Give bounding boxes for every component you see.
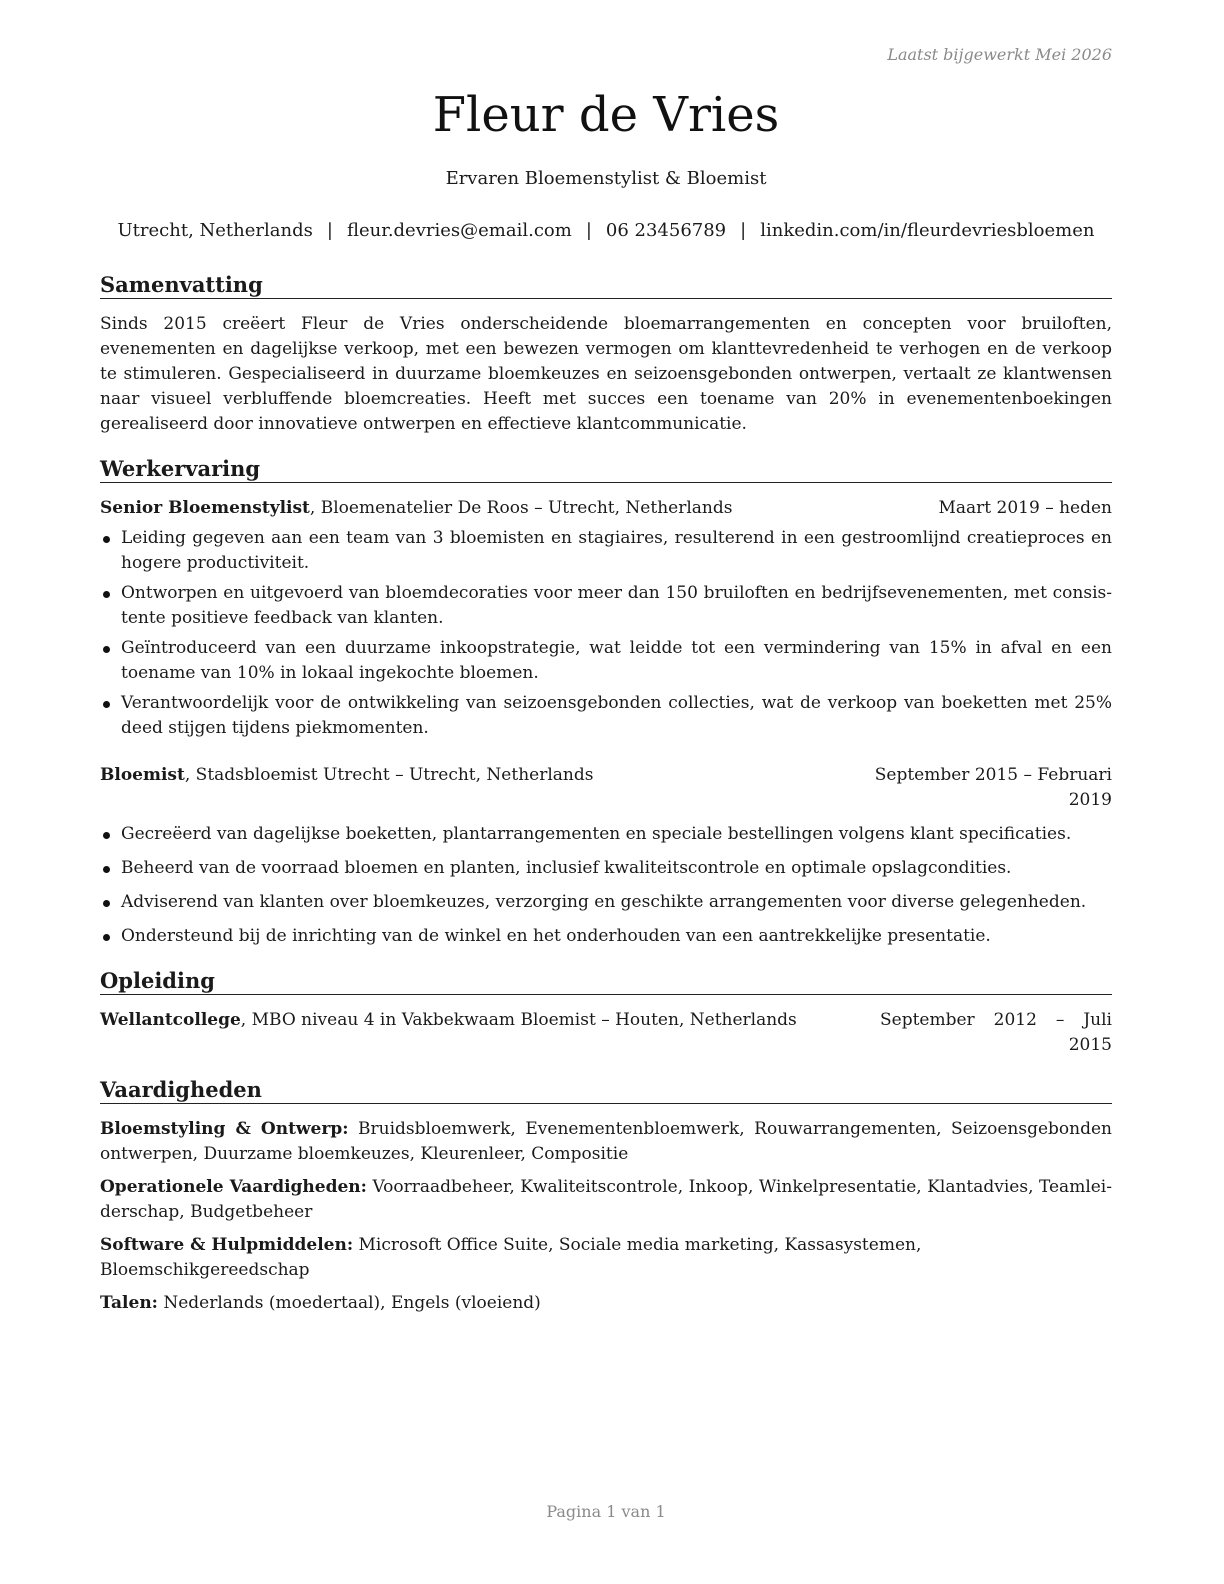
skill-group xyxy=(100,1117,1112,1167)
list-item: Beheerd van de voorraad bloemen en planten, inclusief kwaliteitscontrole en optimale opslagcondities. xyxy=(100,856,1112,881)
job-dates: September 2015 – Februari 2019 xyxy=(874,765,1112,811)
job-role: Senior Bloemenstylist xyxy=(100,498,310,519)
list-item: Leiding gegeven aan een team van 3 bloemisten en stagiaires, resulterend in een gestroomlijnd creatieproces en hogere productiviteit. xyxy=(100,526,1112,576)
skill-group xyxy=(100,1291,1112,1316)
contact-phone: 06 23456789 xyxy=(605,220,727,241)
contact-line xyxy=(100,220,1112,241)
job-role: Bloemist xyxy=(100,765,185,786)
section-title-education: Opleiding xyxy=(100,968,1112,995)
list-item: Geïntroduceerd van een duurzame inkoopstrategie, wat leidde tot een vermindering van 15% in afval en een toename van 10% in lokaal ingekochte bloemen. xyxy=(100,636,1112,686)
candidate-title: Ervaren Bloemenstylist & Bloemist xyxy=(445,168,767,189)
list-item: Gecreëerd van dagelijkse boeketten, plantarrangementen en speciale bestellingen volgens klant specificaties. xyxy=(100,822,1112,847)
resume-page xyxy=(100,0,1112,1584)
skill-group xyxy=(100,1175,1112,1225)
contact-linkedin[interactable]: linkedin.com/in/fleurdevriesbloemen xyxy=(760,220,1095,241)
skills-section xyxy=(100,1077,1112,1316)
skill-group-label: Talen: xyxy=(100,1293,158,1314)
section-title-summary: Samenvatting xyxy=(100,272,1112,299)
page-number: Pagina 1 van 1 xyxy=(546,1502,666,1521)
experience-section xyxy=(100,456,1112,949)
last-updated: Laatst bijgewerkt Mei 2026 xyxy=(887,45,1112,64)
summary-text: Sinds 2015 creëert Fleur de Vries onderscheidende bloemarrangementen en concepten voor bruiloften, evenementen en dagelijkse verkoop, met een bewezen vermogen om klanttevredenheid te verhogen en de verkoop te stimuleren. Gespecialiseerd in duurzame bloemkeuzes en seizoensgebonden ontwerpen, vertaalt ze klantwensen naar visueel verbluffende bloemcreaties. Heeft met succes een toename van 20% in evenementenboekingen gerealiseerd door innovatieve ontwerpen en effectieve klantcommunicatie. xyxy=(100,314,1112,435)
contact-separator: | xyxy=(585,220,592,241)
section-title-skills: Vaardigheden xyxy=(100,1077,1112,1104)
skill-group-items: Bruidsbloemwerk, Evenementenbloemwerk, Rouwarrangementen, Seizoensgebonden ontwerpen, Duurzame bloemkeuzes, Kleurenleer, Compositie xyxy=(100,1119,1112,1165)
skill-group-items: Microsoft Office Suite, Sociale media marketing, Kassasystemen, Bloemschikgereedschap xyxy=(100,1235,922,1281)
skill-group-label: Bloemstyling & Ontwerp: xyxy=(100,1119,349,1140)
contact-separator: | xyxy=(740,220,747,241)
skill-group-label: Software & Hulpmiddelen: xyxy=(100,1235,354,1256)
education-dates: September 2012 – Juli 2015 xyxy=(880,1010,1112,1056)
list-item: Ondersteund bij de inrichting van de winkel en het onderhouden van een aantrekkelijke presentatie. xyxy=(100,924,1112,949)
experience-header xyxy=(100,763,1112,813)
experience-entry xyxy=(100,496,1112,741)
list-item: Verantwoordelijk voor de ontwikkeling van seizoensgebonden collecties, wat de verkoop van boeketten met 25% deed stijgen tijdens piekmomenten. xyxy=(100,691,1112,741)
job-bullets xyxy=(100,822,1112,949)
contact-location: Utrecht, Netherlands xyxy=(117,220,313,241)
skill-group-items: Nederlands (moedertaal), Engels (vloeiend) xyxy=(163,1293,541,1314)
job-bullets xyxy=(100,526,1112,741)
skill-group-label: Operationele Vaardigheden: xyxy=(100,1177,367,1198)
skill-group-items: Voorraadbeheer, Kwaliteitscontrole, Inkoop, Winkelpresentatie, Klantadvies, Teamleiderschap, Budgetbeheer xyxy=(100,1177,1112,1223)
candidate-name: Fleur de Vries xyxy=(432,87,780,143)
education-entry xyxy=(100,1008,1112,1058)
contact-separator: | xyxy=(326,220,333,241)
degree: , MBO niveau 4 in Vakbekwaam Bloemist – Houten, Netherlands xyxy=(240,1010,797,1031)
experience-header xyxy=(100,496,1112,521)
job-organization: , Stadsbloemist Utrecht – Utrecht, Netherlands xyxy=(184,765,594,786)
list-item: Ontworpen en uitgevoerd van bloemdecoraties voor meer dan 150 bruiloften en bedrijfsevenementen, met consistente positieve feedback van klanten. xyxy=(100,581,1112,631)
job-dates: Maart 2019 – heden xyxy=(938,498,1112,519)
summary-section xyxy=(100,272,1112,437)
experience-entry xyxy=(100,763,1112,949)
section-title-experience: Werkervaring xyxy=(100,456,1112,483)
skill-group xyxy=(100,1233,1112,1283)
school-name: Wellantcollege xyxy=(100,1010,241,1031)
list-item: Adviserend van klanten over bloemkeuzes, verzorging en geschikte arrangementen voor diverse gelegenheden. xyxy=(100,890,1112,915)
contact-email[interactable]: fleur.devries@email.com xyxy=(346,220,572,241)
job-organization: , Bloemenatelier De Roos – Utrecht, Netherlands xyxy=(309,498,733,519)
education-section xyxy=(100,968,1112,1058)
